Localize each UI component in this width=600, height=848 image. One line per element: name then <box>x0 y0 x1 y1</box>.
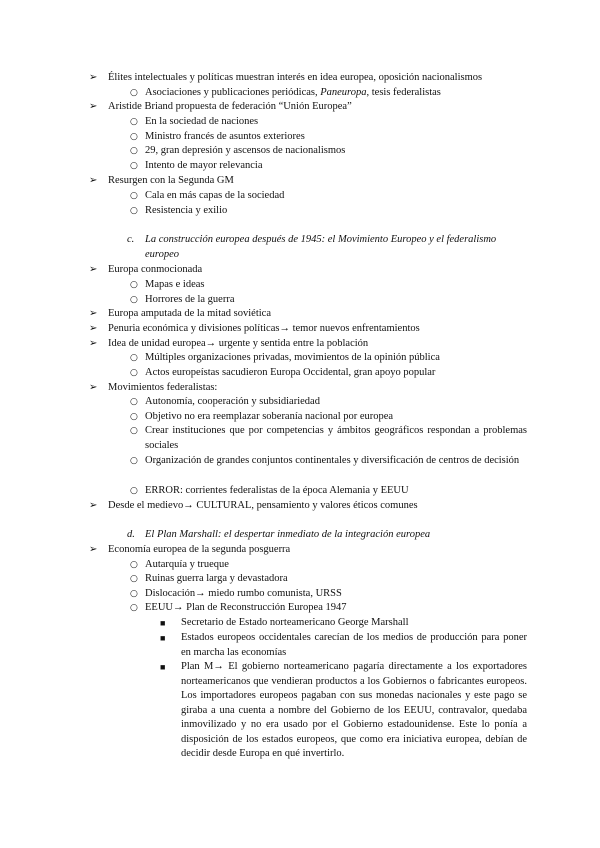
list-item: Resistencia y exilio <box>145 205 228 216</box>
circle-bullet-icon: ○ <box>130 117 138 127</box>
list-item: Dislocación→ miedo rumbo comunista, URSS <box>145 588 342 599</box>
circle-bullet-icon: ○ <box>130 161 138 171</box>
circle-bullet-icon: ○ <box>130 206 138 216</box>
square-bullet-icon: ■ <box>160 662 166 672</box>
list-item: Horrores de la guerra <box>145 294 235 305</box>
arrow-bullet-icon: ➢ <box>89 101 98 112</box>
list-item: Secretario de Estado norteamericano George Marshall <box>181 617 409 628</box>
list-item: Europa amputada de la mitad soviética <box>108 308 271 319</box>
list-item: 29, gran depresión y ascensos de nacionalismos <box>145 145 346 156</box>
circle-bullet-icon: ○ <box>130 132 138 142</box>
arrow-bullet-icon: ➢ <box>89 308 98 319</box>
list-item: Crear instituciones que por competencias y ámbitos geográficos respondan a problemas sociales <box>145 425 527 451</box>
circle-bullet-icon: ○ <box>130 603 138 613</box>
list-item: Europa conmocionada <box>108 264 203 275</box>
list-item: Desde el medievo→ CULTURAL, pensamiento y valores éticos comunes <box>108 500 418 511</box>
circle-bullet-icon: ○ <box>130 397 138 407</box>
arrow-bullet-icon: ➢ <box>89 500 98 511</box>
list-item: Actos europeístas sacudieron Europa Occidental, gran apoyo popular <box>145 367 436 378</box>
arrow-bullet-icon: ➢ <box>89 338 98 349</box>
section-letter: c. <box>127 234 135 245</box>
circle-bullet-icon: ○ <box>130 280 138 290</box>
circle-bullet-icon: ○ <box>130 353 138 363</box>
list-item: Élites intelectuales y políticas muestran interés en idea europea, oposición nacionalismos <box>108 72 483 83</box>
list-item: Objetivo no era reemplazar soberanía nacional por europea <box>145 411 394 422</box>
arrow-bullet-icon: ➢ <box>89 323 98 334</box>
circle-bullet-icon: ○ <box>130 295 138 305</box>
square-bullet-icon: ■ <box>160 633 166 643</box>
circle-bullet-icon: ○ <box>130 589 138 599</box>
list-item: Autarquía y trueque <box>145 559 229 570</box>
circle-bullet-icon: ○ <box>130 456 138 466</box>
circle-bullet-icon: ○ <box>130 191 138 201</box>
list-item: EEUU→ Plan de Reconstrucción Europea 1947 <box>145 602 347 613</box>
list-item-text: Asociaciones y publicaciones periódicas, <box>145 87 321 98</box>
list-item: Idea de unidad europea→ urgente y sentida entre la población <box>108 338 369 349</box>
list-item: Autonomía, cooperación y subsidiariedad <box>145 396 320 407</box>
circle-bullet-icon: ○ <box>130 426 138 436</box>
list-item: Ministro francés de asuntos exteriores <box>145 131 305 142</box>
list-item: Cala en más capas de la sociedad <box>145 190 285 201</box>
list-item-text: , tesis federalistas <box>366 87 441 98</box>
circle-bullet-icon: ○ <box>130 574 138 584</box>
list-item: Aristide Briand propuesta de federación “Unión Europea” <box>108 101 352 112</box>
arrow-bullet-icon: ➢ <box>89 382 98 393</box>
list-item: Mapas e ideas <box>145 279 205 290</box>
section-heading: El Plan Marshall: el despertar inmediato de la integración europea <box>145 529 431 540</box>
list-item: En la sociedad de naciones <box>145 116 259 127</box>
list-item: Organización de grandes conjuntos continentales y diversificación de centros de decisión <box>145 455 520 466</box>
circle-bullet-icon: ○ <box>130 560 138 570</box>
list-item: Ruinas guerra larga y devastadora <box>145 573 288 584</box>
circle-bullet-icon: ○ <box>130 368 138 378</box>
list-item: ERROR: corrientes federalistas de la época Alemania y EEUU <box>145 485 409 496</box>
list-item <box>145 86 441 100</box>
section-letter: d. <box>127 529 135 540</box>
list-item: Penuria económica y divisiones políticas→ temor nuevos enfrentamientos <box>108 323 420 334</box>
arrow-bullet-icon: ➢ <box>89 175 98 186</box>
section-heading: La construcción europea después de 1945: el Movimiento Europeo y el federalismo europeo <box>145 234 497 260</box>
circle-bullet-icon: ○ <box>130 146 138 156</box>
arrow-bullet-icon: ➢ <box>89 544 98 555</box>
list-item: Movimientos federalistas: <box>108 382 218 393</box>
list-item: Múltiples organizaciones privadas, movimientos de la opinión pública <box>145 352 440 363</box>
list-item: Intento de mayor relevancia <box>145 160 263 171</box>
arrow-bullet-icon: ➢ <box>89 72 98 83</box>
circle-bullet-icon: ○ <box>130 486 138 496</box>
arrow-bullet-icon: ➢ <box>89 264 98 275</box>
publication-name: Paneuropa <box>320 87 367 98</box>
list-item: Plan M→ El gobierno norteamericano pagaría directamente a los exportadores norteamericanos que vendieran productos a los Gobiernos o fabricantes europeos. Los importadores europeos pagaban con sus monedas nacionales y este pago se giraba a una cuenta a nombre del Gobierno de los EEUU, contravalor, quedaba inmovilizado y no era usado por el Gobierno estadounidense. Este lo ponía a disposición de los estados europeos, que como era iniciativa europea, debían de decidir desde Europa en qué invertirlo. <box>181 661 527 759</box>
list-item: Estados europeos occidentales carecían de los medios de producción para poner en marcha las economías <box>181 632 527 658</box>
circle-bullet-icon: ○ <box>130 412 138 422</box>
list-item: Economía europea de la segunda posguerra <box>108 544 291 555</box>
list-item: Resurgen con la Segunda GM <box>108 175 234 186</box>
circle-bullet-icon: ○ <box>130 88 138 98</box>
square-bullet-icon: ■ <box>160 618 166 628</box>
